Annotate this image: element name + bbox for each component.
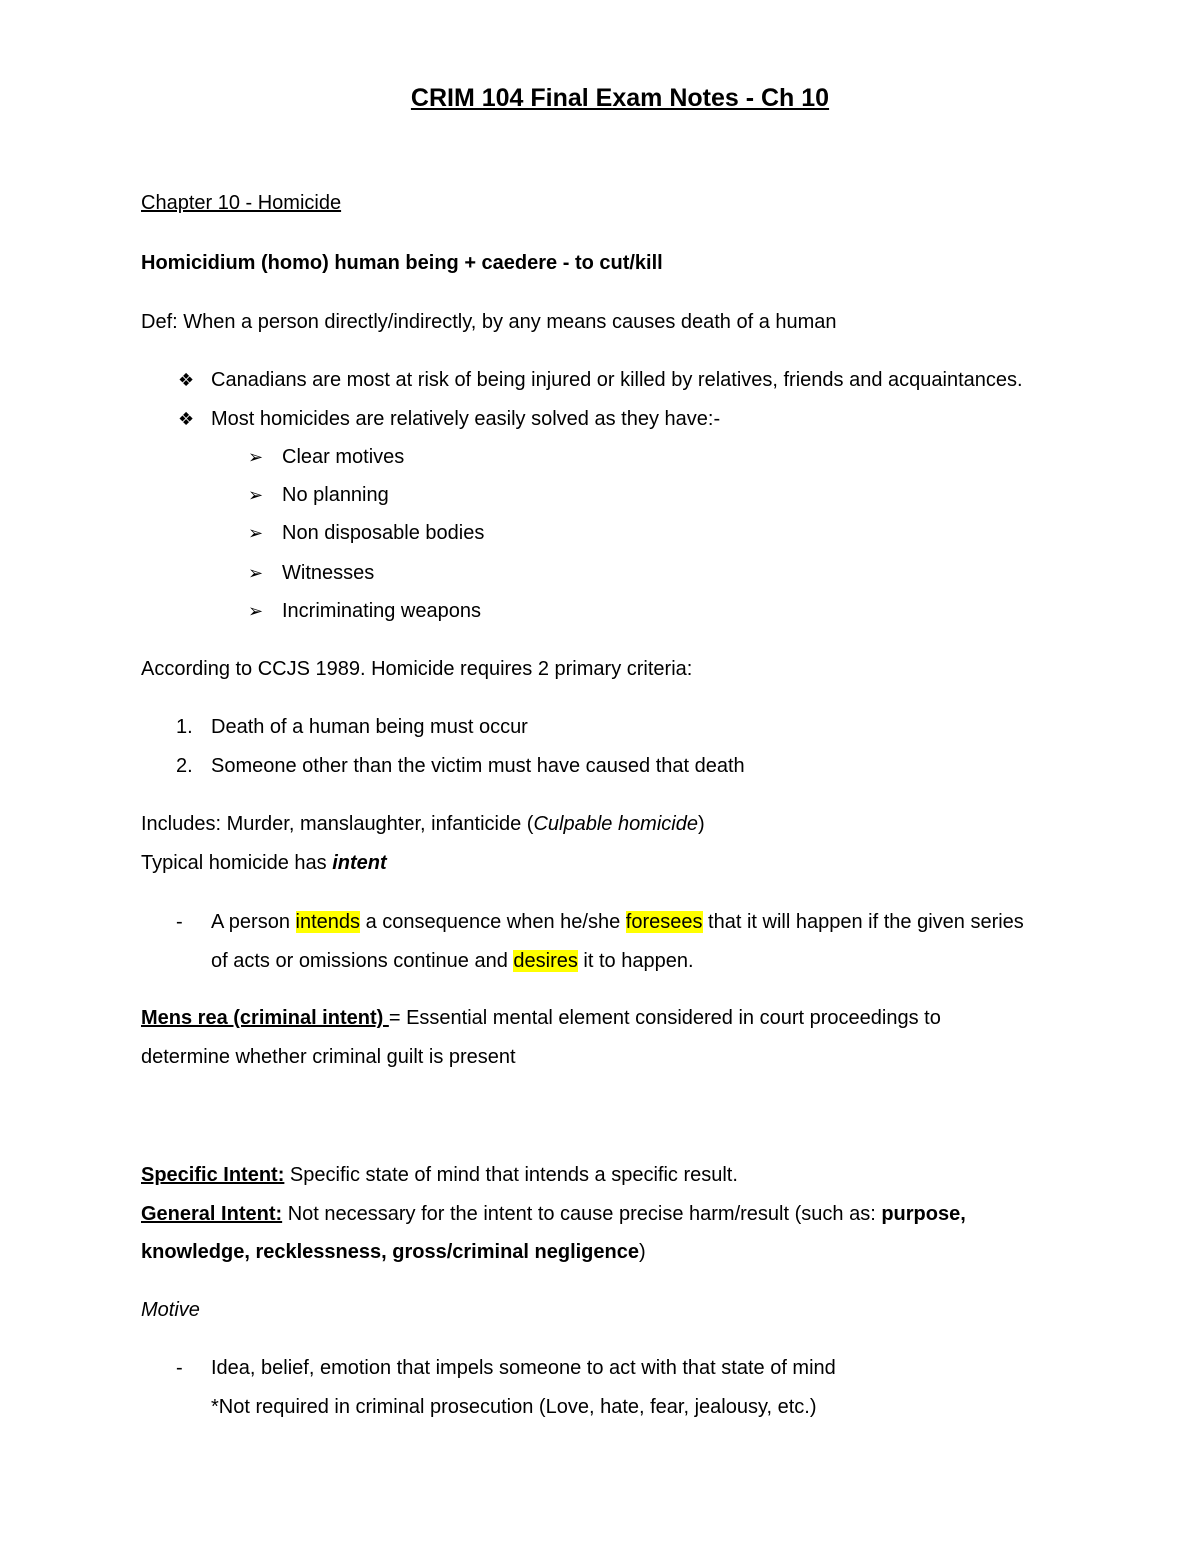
culpable-homicide-term: Culpable homicide bbox=[533, 813, 698, 835]
list-item: Someone other than the victim must have caused that death bbox=[211, 755, 745, 777]
intent-term: intent bbox=[332, 852, 387, 874]
arrow-bullet-icon: ➢ bbox=[248, 601, 264, 621]
list-item: Non disposable bodies bbox=[282, 522, 485, 544]
list-item: Witnesses bbox=[282, 562, 375, 584]
page-title: CRIM 104 Final Exam Notes - Ch 10 bbox=[410, 84, 830, 112]
etymology-line: Homicidium (homo) human being + caedere - to cut/kill bbox=[141, 252, 663, 274]
general-intent-definition: Not necessary for the intent to cause precise harm/result (such as: bbox=[282, 1203, 882, 1225]
general-intent-line-1 bbox=[141, 1201, 966, 1227]
bold-purpose: purpose, bbox=[881, 1203, 966, 1225]
dash-bullet: - bbox=[176, 1357, 183, 1379]
definition-line: Def: When a person directly/indirectly, by any means causes death of a human bbox=[141, 311, 837, 333]
general-intent-line-2 bbox=[141, 1239, 646, 1265]
mens-rea-definition: = Essential mental element considered in court proceedings to bbox=[388, 1007, 941, 1029]
diamond-bullet-icon: ❖ bbox=[178, 370, 195, 390]
list-number: 1. bbox=[176, 716, 193, 738]
text-span: ) bbox=[639, 1241, 646, 1263]
includes-text: Includes: Murder, manslaughter, infanticide ( bbox=[141, 813, 534, 835]
arrow-bullet-icon: ➢ bbox=[248, 485, 264, 505]
motive-heading: Motive bbox=[141, 1299, 200, 1321]
highlight-desires: desires bbox=[513, 950, 578, 972]
bold-intent-types: knowledge, recklessness, gross/criminal negligence bbox=[141, 1241, 639, 1263]
text-span: a consequence when he/she bbox=[360, 911, 626, 933]
motive-line-2: *Not required in criminal prosecution (Love, hate, fear, jealousy, etc.) bbox=[211, 1396, 817, 1418]
general-intent-term: General Intent: bbox=[141, 1203, 283, 1225]
specific-intent-line bbox=[141, 1162, 738, 1188]
intent-line-2 bbox=[211, 948, 694, 974]
includes-close: ) bbox=[697, 813, 705, 835]
intent-line-1 bbox=[211, 909, 1024, 935]
highlight-intends: intends bbox=[295, 911, 361, 933]
arrow-bullet-icon: ➢ bbox=[248, 563, 264, 583]
mens-rea-term: Mens rea (criminal intent) bbox=[141, 1007, 389, 1029]
arrow-bullet-icon: ➢ bbox=[248, 523, 264, 543]
list-item: No planning bbox=[282, 484, 389, 506]
text-span: of acts or omissions continue and bbox=[211, 950, 514, 972]
text-span: A person bbox=[211, 911, 296, 933]
includes-line bbox=[141, 811, 705, 837]
motive-line-1: Idea, belief, emotion that impels someone to act with that state of mind bbox=[211, 1357, 836, 1379]
list-item: Clear motives bbox=[282, 446, 405, 468]
text-span: it to happen. bbox=[577, 950, 694, 972]
ccjs-line: According to CCJS 1989. Homicide requires 2 primary criteria: bbox=[141, 658, 693, 680]
list-number: 2. bbox=[176, 755, 193, 777]
typical-text: Typical homicide has bbox=[141, 852, 333, 874]
list-item: Death of a human being must occur bbox=[211, 716, 528, 738]
chapter-heading: Chapter 10 - Homicide bbox=[141, 192, 342, 214]
highlight-foresees: foresees bbox=[625, 911, 703, 933]
arrow-bullet-icon: ➢ bbox=[248, 447, 264, 467]
typical-line bbox=[141, 850, 387, 876]
mens-rea-line-2: determine whether criminal guilt is present bbox=[141, 1046, 516, 1068]
specific-intent-definition: Specific state of mind that intends a specific result. bbox=[284, 1164, 738, 1186]
dash-bullet: - bbox=[176, 911, 183, 933]
diamond-bullet-icon: ❖ bbox=[178, 409, 195, 429]
list-item: Most homicides are relatively easily solved as they have:- bbox=[211, 408, 721, 430]
text-span: that it will happen if the given series bbox=[702, 911, 1024, 933]
list-item: Canadians are most at risk of being injured or killed by relatives, friends and acquaintances. bbox=[211, 369, 1023, 391]
list-item: Incriminating weapons bbox=[282, 600, 481, 622]
specific-intent-term: Specific Intent: bbox=[141, 1164, 285, 1186]
mens-rea-line-1 bbox=[141, 1005, 941, 1031]
